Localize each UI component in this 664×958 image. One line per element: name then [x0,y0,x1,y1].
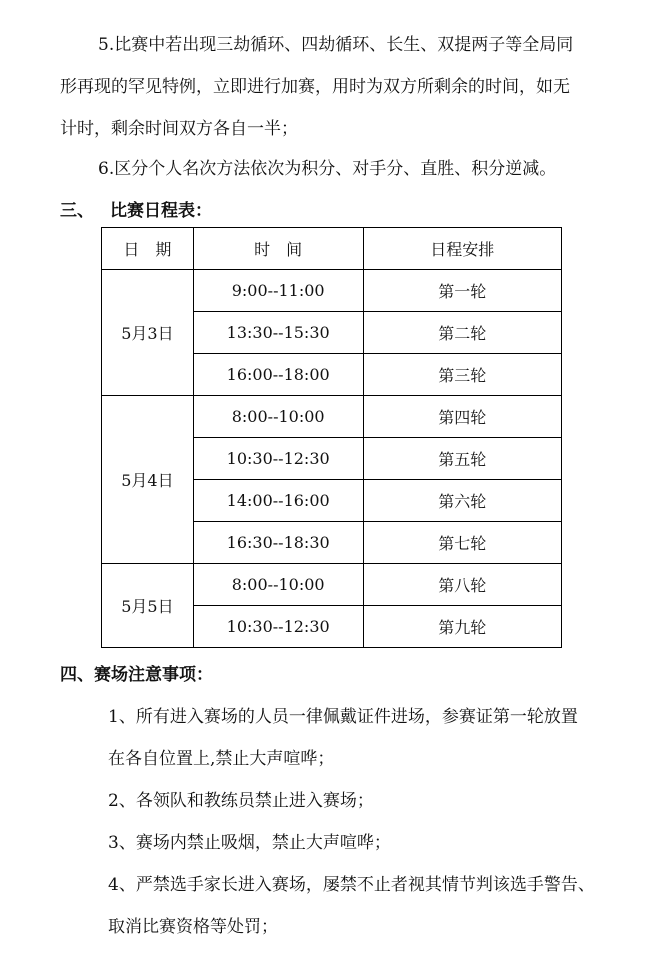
round-cell: 第四轮 [363,396,562,438]
header-date: 日 期 [102,228,194,270]
date-cell: 5月3日 [102,270,194,396]
table-header-row [102,228,562,270]
rule-5-line-3: 计时，剩余时间双方各自一半； [60,119,298,139]
round-cell: 第七轮 [363,522,562,564]
time-cell: 16:00--18:00 [193,354,363,396]
rule-5-line-2: 形再现的罕见特例，立即进行加赛，用时为双方所剩余的时间，如无 [60,77,570,97]
rule-5-line-1: 5.比赛中若出现三劫循环、四劫循环、长生、双提两子等全局同 [98,35,574,55]
time-cell: 16:30--18:30 [193,522,363,564]
date-cell: 5月5日 [102,564,194,648]
time-cell: 13:30--15:30 [193,312,363,354]
round-cell: 第五轮 [363,438,562,480]
notice-item-4: 4、严禁选手家长进入赛场，屡禁不止者视其情节判该选手警告、 [108,875,595,895]
time-cell: 10:30--12:30 [193,606,363,648]
time-cell: 10:30--12:30 [193,438,363,480]
schedule-table [101,227,562,648]
section-3-title: 比赛日程表： [110,201,212,221]
header-time: 时 间 [193,228,363,270]
round-cell: 第一轮 [363,270,562,312]
notice-item-2: 2、各领队和教练员禁止进入赛场； [108,791,374,811]
time-cell: 9:00--11:00 [193,270,363,312]
table-row [102,396,562,438]
round-cell: 第二轮 [363,312,562,354]
notice-item-3: 3、赛场内禁止吸烟，禁止大声喧哗； [108,833,391,853]
round-cell: 第八轮 [363,564,562,606]
notice-item-1-cont: 在各自位置上,禁止大声喧哗； [108,749,335,769]
notice-item-1: 1、所有进入赛场的人员一律佩戴证件进场，参赛证第一轮放置 [108,707,578,727]
time-cell: 8:00--10:00 [193,396,363,438]
round-cell: 第九轮 [363,606,562,648]
section-4-title: 四、赛场注意事项： [60,665,213,685]
notice-item-4-cont: 取消比赛资格等处罚； [108,917,278,937]
rule-6: 6.区分个人名次方法依次为积分、对手分、直胜、积分逆减。 [98,159,557,179]
round-cell: 第三轮 [363,354,562,396]
date-cell: 5月4日 [102,396,194,564]
time-cell: 14:00--16:00 [193,480,363,522]
table-row [102,564,562,606]
header-arrangement: 日程安排 [363,228,562,270]
section-3-number: 三、 [60,201,94,221]
round-cell: 第六轮 [363,480,562,522]
table-row [102,270,562,312]
time-cell: 8:00--10:00 [193,564,363,606]
